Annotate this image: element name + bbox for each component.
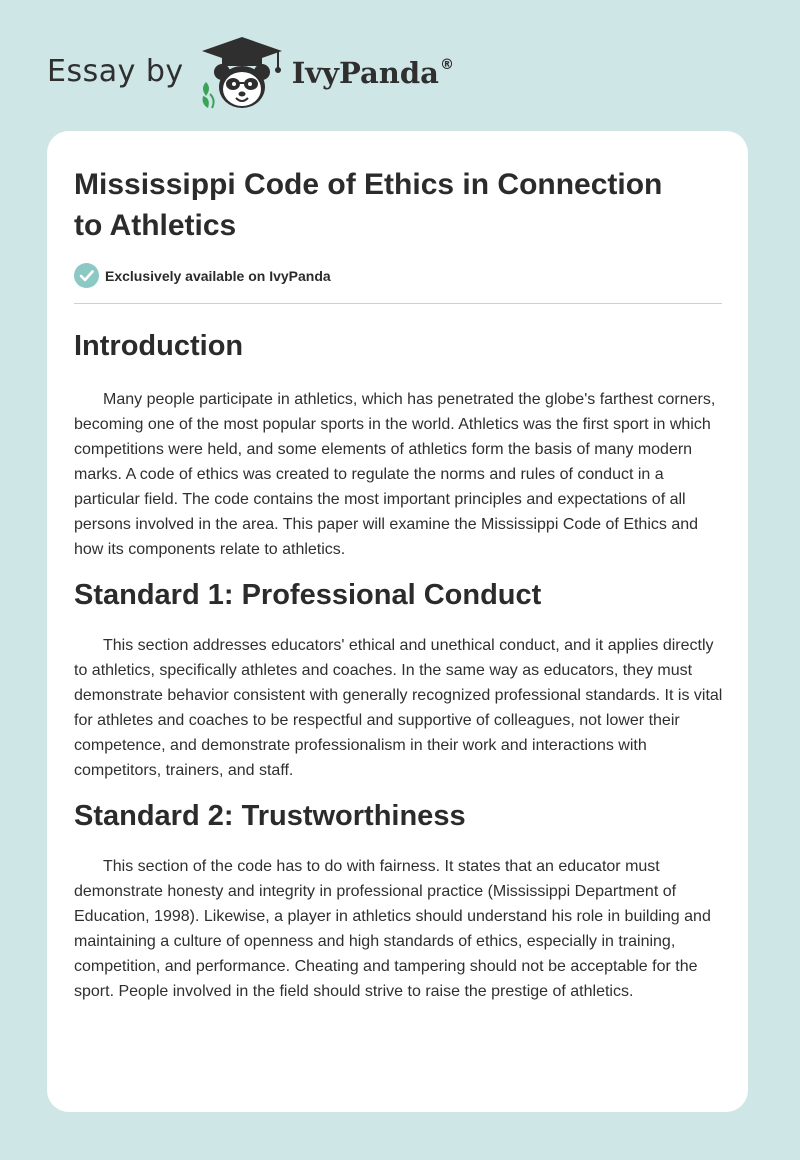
essay-card <box>47 131 748 1112</box>
essay-content <box>74 325 726 1004</box>
panda-logo-icon <box>198 34 286 114</box>
section-heading-standard-1: Standard 1: Professional Conduct <box>74 579 542 611</box>
section-heading-standard-2: Standard 2: Trustworthiness <box>74 800 466 832</box>
exclusive-label: Exclusively available on IvyPanda <box>105 267 331 284</box>
check-circle-icon <box>74 263 99 288</box>
essay-by-label: Essay by <box>47 53 184 89</box>
registered-mark: ® <box>439 57 454 73</box>
site-header <box>47 34 454 114</box>
divider <box>74 303 722 304</box>
section-heading-introduction: Introduction <box>74 330 244 362</box>
section-body-standard-1: This section addresses educators' ethical and unethical conduct, and it applies directly to athletics, specifically athletes and coaches. In the same way as educators, they must demonstrate behavior consistent with generally recognized professional standards. It is vital for athletes and coaches to be respectful and supportive of colleagues, not lower their competence, and demonstrate professionalism in their work and interactions with competitors, trainers, and staff. <box>74 637 723 779</box>
brand-name: IvyPanda® <box>291 56 454 90</box>
exclusive-badge <box>74 263 331 288</box>
page-title: Mississippi Code of Ethics in Connection to Athletics <box>74 168 663 242</box>
section-body-standard-2: This section of the code has to do with fairness. It states that an educator must demonstrate honesty and integrity in professional practice (Mississippi Department of Education, 1998). Likewise, a player in athletics should understand his role in building and maintaining a culture of openness and high standards of ethics, especially in training, competition, and performance. Cheating and tampering should not be acceptable for the sport. People involved in the field should strive to raise the prestige of athletics. <box>74 858 711 1000</box>
section-body-introduction: Many people participate in athletics, which has penetrated the globe's farthest corners, becoming one of the most popular sports in the world. Athletics was the first sport in which competitions were held, and some elements of athletics form the basis of many modern marks. A code of ethics was created to regulate the norms and rules of conduct in a particular field. The code contains the most important principles and expectations of all persons involved in the area. This paper will examine the Mississippi Code of Ethics and how its components relate to athletics. <box>74 391 716 558</box>
